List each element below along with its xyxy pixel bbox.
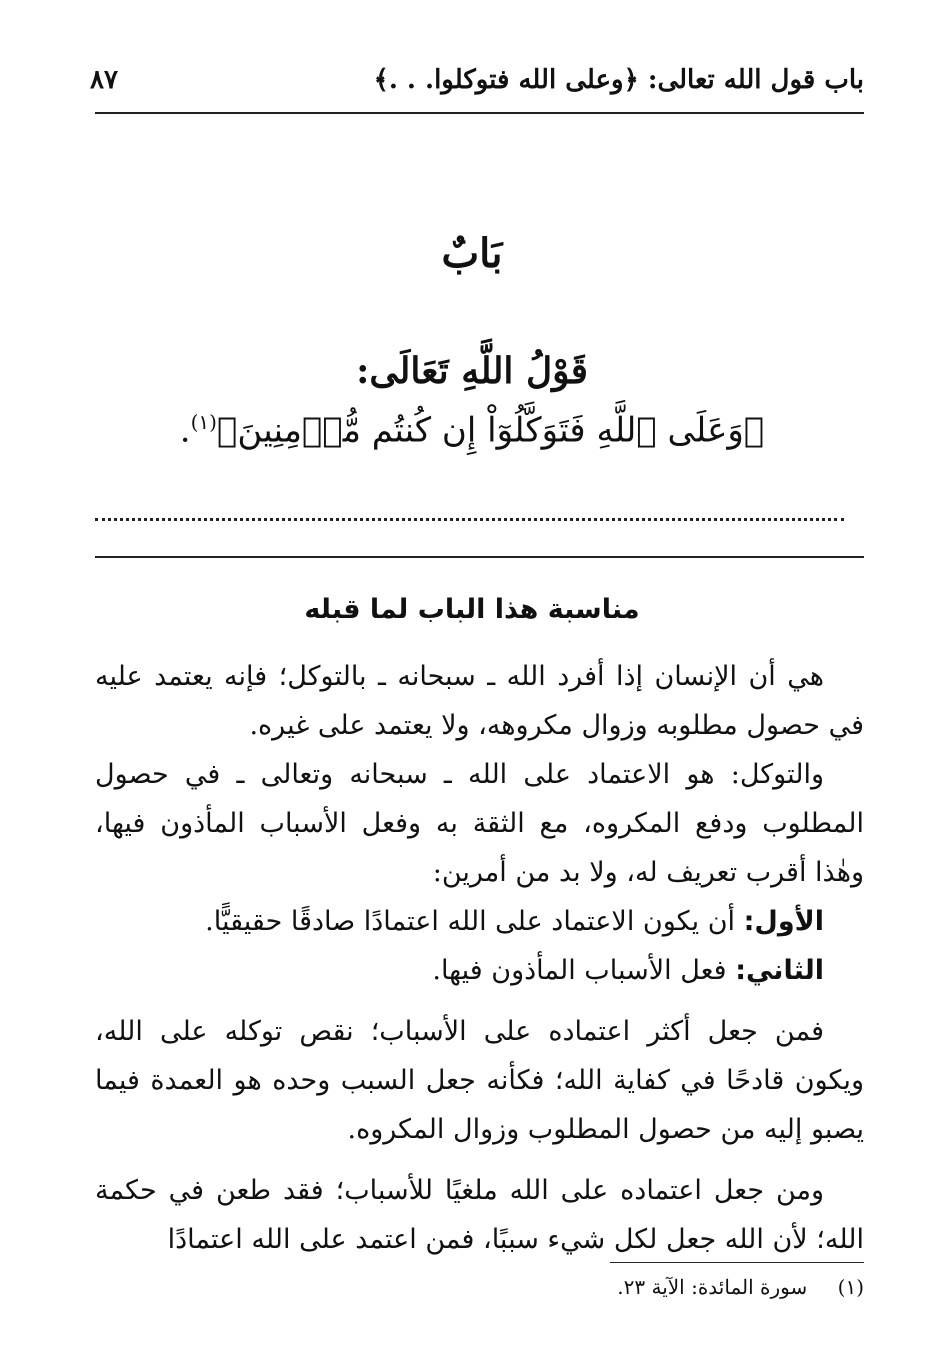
point-first-text: أن يكون الاعتماد على الله اعتمادًا صادقًا حقيقيًّا. [205, 906, 736, 937]
verse-text: ﴿وَعَلَى ٱللَّهِ فَتَوَكَّلُوٓاْ إِن كُنتُم مُّؤۡمِنِينَ﴾ [216, 410, 765, 451]
footnote [617, 1272, 864, 1302]
paragraph-4: ومن جعل اعتماده على الله ملغيًا للأسباب؛ فقد طعن في حكمة الله؛ لأن الله جعل لكل شيء سببًا، فمن اعتمد على الله اعتمادًا [95, 1175, 864, 1255]
header-rule [95, 112, 864, 114]
footnote-text: سورة المائدة: الآية ٢٣. [617, 1275, 808, 1299]
chapter-label: بَابٌ [441, 230, 503, 277]
section-rule [95, 556, 864, 558]
point-second-text: فعل الأسباب المأذون فيها. [432, 955, 727, 986]
paragraph-2: والتوكل: هو الاعتماد على الله ـ سبحانه وتعالى ـ في حصول المطلوب ودفع المكروه، مع الثقة به وفعل الأسباب المأذون فيها، وهٰذا أقرب تعريف له، ولا بد من أمرين: [95, 759, 864, 888]
chapter-title: قَوْلُ اللَّهِ تَعَالَى: [356, 350, 588, 392]
running-header [90, 58, 864, 102]
verse-footnote-ref: (١) [190, 410, 217, 434]
footnote-rule [610, 1262, 864, 1263]
point-first-label: الأول: [743, 906, 824, 937]
running-title: باب قول الله تعالى: ﴿وعلى الله فتوكلوا. . .﴾ [373, 65, 864, 95]
point-second-label: الثاني: [735, 955, 824, 986]
footnote-number: (١) [837, 1275, 864, 1299]
point-first [95, 897, 864, 946]
section-heading: مناسبة هذا الباب لما قبله [304, 594, 640, 625]
paragraph-3: فمن جعل أكثر اعتماده على الأسباب؛ نقص توكله على الله، ويكون قادحًا في كفاية الله؛ فكأنه جعل السبب وحده هو العمدة فيما يصبو إليه من حصول المطلوب وزوال المكروه. [95, 1016, 864, 1145]
paragraph-1: هي أن الإنسان إذا أفرد الله ـ سبحانه ـ بالتوكل؛ فإنه يعتمد عليه في حصول مطلوبه وزوال مكروهه، ولا يعتمد على غيره. [95, 661, 864, 741]
body-text [95, 652, 864, 1264]
point-second [95, 946, 864, 995]
page-number: ٨٧ [90, 65, 118, 95]
quran-verse [0, 410, 944, 450]
dotted-separator [95, 518, 844, 521]
verse-end: . [179, 410, 191, 451]
